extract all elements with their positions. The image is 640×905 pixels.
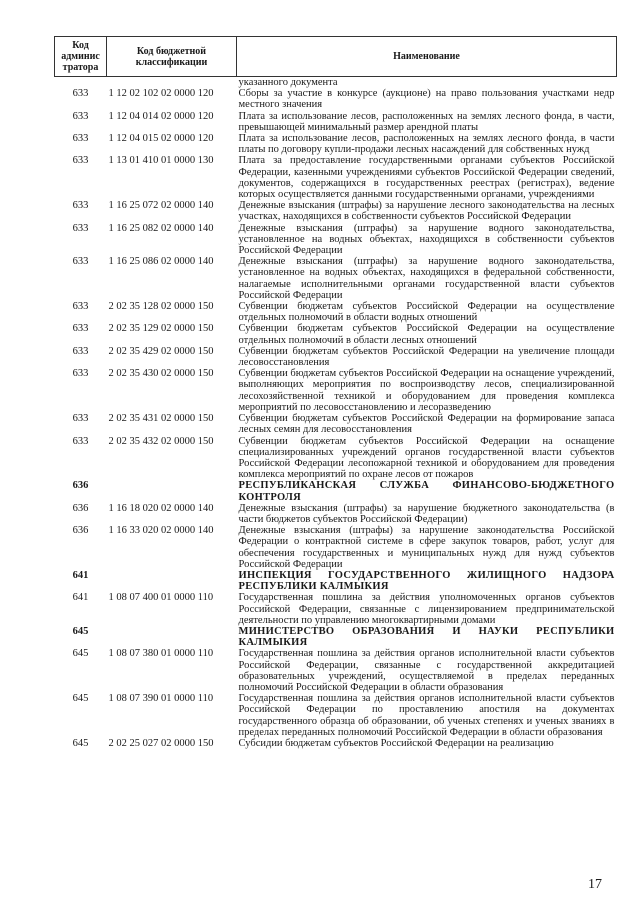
admin-code-cell: 636 (72, 480, 89, 492)
budget-code-cell: 1 16 25 086 02 0000 140 (108, 256, 214, 268)
table-row (55, 503, 617, 525)
section-heading-row (55, 570, 617, 592)
table-row (55, 413, 617, 435)
budget-code-cell: 2 02 35 430 02 0000 150 (108, 368, 214, 380)
budget-code-cell: 2 02 35 129 02 0000 150 (108, 323, 214, 335)
admin-code-header: Код админис тратора (55, 37, 107, 77)
budget-code-cell: 1 16 18 020 02 0000 140 (108, 502, 214, 514)
admin-code-cell: 633 (72, 413, 89, 425)
table-row (55, 592, 617, 626)
table-row (55, 223, 617, 257)
budget-code-cell (107, 480, 237, 502)
budget-code-cell: 2 02 35 431 02 0000 150 (108, 413, 214, 425)
admin-code-cell: 636 (72, 502, 89, 514)
admin-code-cell: 645 (72, 737, 89, 749)
name-cell: Субвенции бюджетам субъектов Российской Федерации на оснащение специализированных учреждений органов государственной власти субъектов Российской Федерации лесопожарной техникой и оборудованием для проведения комплекса мероприятий по охране лесов от пожаров (238, 435, 615, 481)
table-row (55, 200, 617, 222)
admin-code-cell: 633 (72, 110, 89, 122)
admin-code-cell: 633 (72, 345, 89, 357)
table-row (55, 256, 617, 301)
admin-code-cell: 645 (72, 648, 89, 660)
budget-code-cell: 1 08 07 380 01 0000 110 (108, 648, 214, 660)
admin-code-cell: 633 (72, 301, 89, 313)
budget-code-cell: 1 08 07 400 01 0000 110 (108, 592, 214, 604)
table-row (55, 133, 617, 155)
budget-code-cell (107, 570, 237, 592)
admin-code-cell: 633 (72, 256, 89, 268)
name-cell: Государственная пошлина за действия органов исполнительной власти субъектов Российской Федерации по проставлению апостиля на документах государственного образца об образовании, об ученых степенях и ученых званиях в пределах переданных полномочий Российской Федерации в области образования (238, 693, 615, 738)
table-row (55, 648, 617, 693)
name-cell: Субвенции бюджетам субъектов Российской Федерации на увеличение площади лесовосстановления (238, 345, 615, 369)
name-cell: Плата за предоставление государственными органами субъектов Российской Федерации, казенными учреждениями субъектов Российской Федерации сведений, документов, содержащихся в государственных реестрах (регистрах), ведение которых осуществляется данными государственными органами, учреждениями (238, 155, 615, 201)
table-row (55, 525, 617, 570)
section-heading-row (55, 480, 617, 502)
table-row (55, 323, 617, 345)
budget-code-header: Код бюджетной классификации (107, 37, 237, 77)
section-heading-row (55, 626, 617, 648)
budget-code-cell: 1 16 25 072 02 0000 140 (108, 200, 214, 212)
admin-code-cell: 645 (72, 693, 89, 705)
table-row (55, 77, 617, 89)
budget-code-cell: 1 12 04 014 02 0000 120 (108, 110, 214, 122)
table-body (55, 77, 617, 750)
document-page (54, 36, 616, 749)
budget-code-cell: 1 12 04 015 02 0000 120 (108, 133, 214, 145)
table-row (55, 738, 617, 749)
budget-code-cell: 2 02 35 432 02 0000 150 (108, 435, 214, 447)
admin-code-cell: 636 (72, 525, 89, 537)
name-cell: Денежные взыскания (штрафы) за нарушение бюджетного законодательства (в части бюджетов субъектов Российской Федерации) (238, 502, 615, 525)
name-cell: Плата за использование лесов, расположенных на землях лесного фонда, в части, превышающей минимальный размер арендной платы (238, 110, 615, 133)
admin-code-cell: 633 (72, 88, 89, 100)
table-row (55, 693, 617, 738)
name-cell: Государственная пошлина за действия уполномоченных органов субъектов Российской Федерации, связанные с лицензированием предпринимательской деятельности по управлению многоквартирными домами (238, 592, 615, 626)
table-row (55, 155, 617, 200)
admin-code-cell: 633 (72, 222, 89, 234)
name-cell: Сборы за участие в конкурсе (аукционе) на право пользования участками недр местного значения (238, 88, 615, 111)
name-cell: Субвенции бюджетам субъектов Российской Федерации на осуществление отдельных полномочий в области лесных отношений (238, 323, 615, 346)
table-row (55, 368, 617, 413)
admin-code-cell (55, 77, 107, 89)
name-cell: указанного документа (238, 77, 338, 88)
admin-code-cell: 633 (72, 133, 89, 145)
budget-code-cell (107, 77, 237, 89)
name-header: Наименование (237, 37, 617, 77)
table-row (55, 436, 617, 481)
name-cell: Субвенции бюджетам субъектов Российской Федерации на формирование запаса лесных семян для лесовосстановления (238, 413, 615, 436)
name-cell: Субвенции бюджетам субъектов Российской Федерации на оснащение учреждений, выполняющих мероприятия по воспроизводству лесов, специализированной лесохозяйственной техникой и оборудованием для проведения комплекса мероприятий по лесовосстановлению и лесоразведению (238, 368, 615, 413)
admin-code-cell: 633 (72, 368, 89, 380)
name-cell: Денежные взыскания (штрафы) за нарушение лесного законодательства на лесных участках, находящихся в собственности субъектов Российской Федерации (238, 200, 615, 223)
budget-code-cell: 1 12 02 102 02 0000 120 (108, 88, 214, 100)
name-cell: Субвенции бюджетам субъектов Российской Федерации на осуществление отдельных полномочий в области водных отношений (238, 301, 615, 324)
admin-code-cell: 633 (72, 200, 89, 212)
table-row (55, 88, 617, 110)
budget-code-cell (107, 626, 237, 648)
admin-code-cell: 645 (72, 625, 89, 637)
admin-code-cell: 633 (72, 435, 89, 447)
table-row (55, 301, 617, 323)
admin-code-cell: 633 (72, 155, 89, 167)
budget-code-cell: 1 08 07 390 01 0000 110 (108, 693, 214, 705)
budget-classification-table (54, 36, 617, 749)
budget-code-cell: 2 02 25 027 02 0000 150 (108, 737, 214, 749)
name-cell: Денежные взыскания (штрафы) за нарушение водного законодательства, установленное на водных объектах, находящихся в собственности субъектов Российской Федерации (238, 222, 615, 257)
table-row (55, 346, 617, 368)
table-row (55, 111, 617, 133)
table-header-row (55, 37, 617, 77)
admin-code-cell: 641 (72, 592, 89, 604)
name-cell: МИНИСТЕРСТВО ОБРАЗОВАНИЯ И НАУКИ РЕСПУБЛИКИ КАЛМЫКИЯ (238, 625, 615, 649)
name-cell: Плата за использование лесов, расположенных на землях лесного фонда, в части платы по договору купли-продажи лесных насаждений для собственных нужд (238, 133, 615, 156)
budget-code-cell: 1 13 01 410 01 0000 130 (108, 155, 214, 167)
budget-code-cell: 2 02 35 429 02 0000 150 (108, 345, 214, 357)
name-cell: Денежные взыскания (штрафы) за нарушение законодательства Российской Федерации о контрактной системе в сфере закупок товаров, работ, услуг для обеспечения государственных и муниципальных нужд для нужд субъектов Российской Федерации (238, 525, 615, 570)
admin-code-cell: 633 (72, 323, 89, 335)
page-number: 17 (588, 877, 602, 892)
name-cell: Денежные взыскания (штрафы) за нарушение водного законодательства, установленное на водных объектах, находящихся в федеральной собственности, налагаемые исполнительными органами государственной власти субъектов Российской Федерации (238, 256, 615, 301)
budget-code-cell: 1 16 33 020 02 0000 140 (108, 525, 214, 537)
name-cell: Субсидии бюджетам субъектов Российской Федерации на реализацию (238, 737, 554, 749)
name-cell: ИНСПЕКЦИЯ ГОСУДАРСТВЕННОГО ЖИЛИЩНОГО НАДЗОРА РЕСПУБЛИКИ КАЛМЫКИЯ (238, 569, 615, 593)
admin-code-cell: 641 (72, 569, 89, 581)
name-cell: Государственная пошлина за действия органов исполнительной власти субъектов Российской Федерации, связанные с государственной аккредитацией образовательных учреждений, осуществляемой в пределах переданных полномочий Российской Федерации в области образования (238, 648, 615, 693)
name-cell: РЕСПУБЛИКАНСКАЯ СЛУЖБА ФИНАНСОВО-БЮДЖЕТНОГО КОНТРОЛЯ (238, 480, 615, 503)
budget-code-cell: 2 02 35 128 02 0000 150 (108, 301, 214, 313)
budget-code-cell: 1 16 25 082 02 0000 140 (108, 222, 214, 234)
